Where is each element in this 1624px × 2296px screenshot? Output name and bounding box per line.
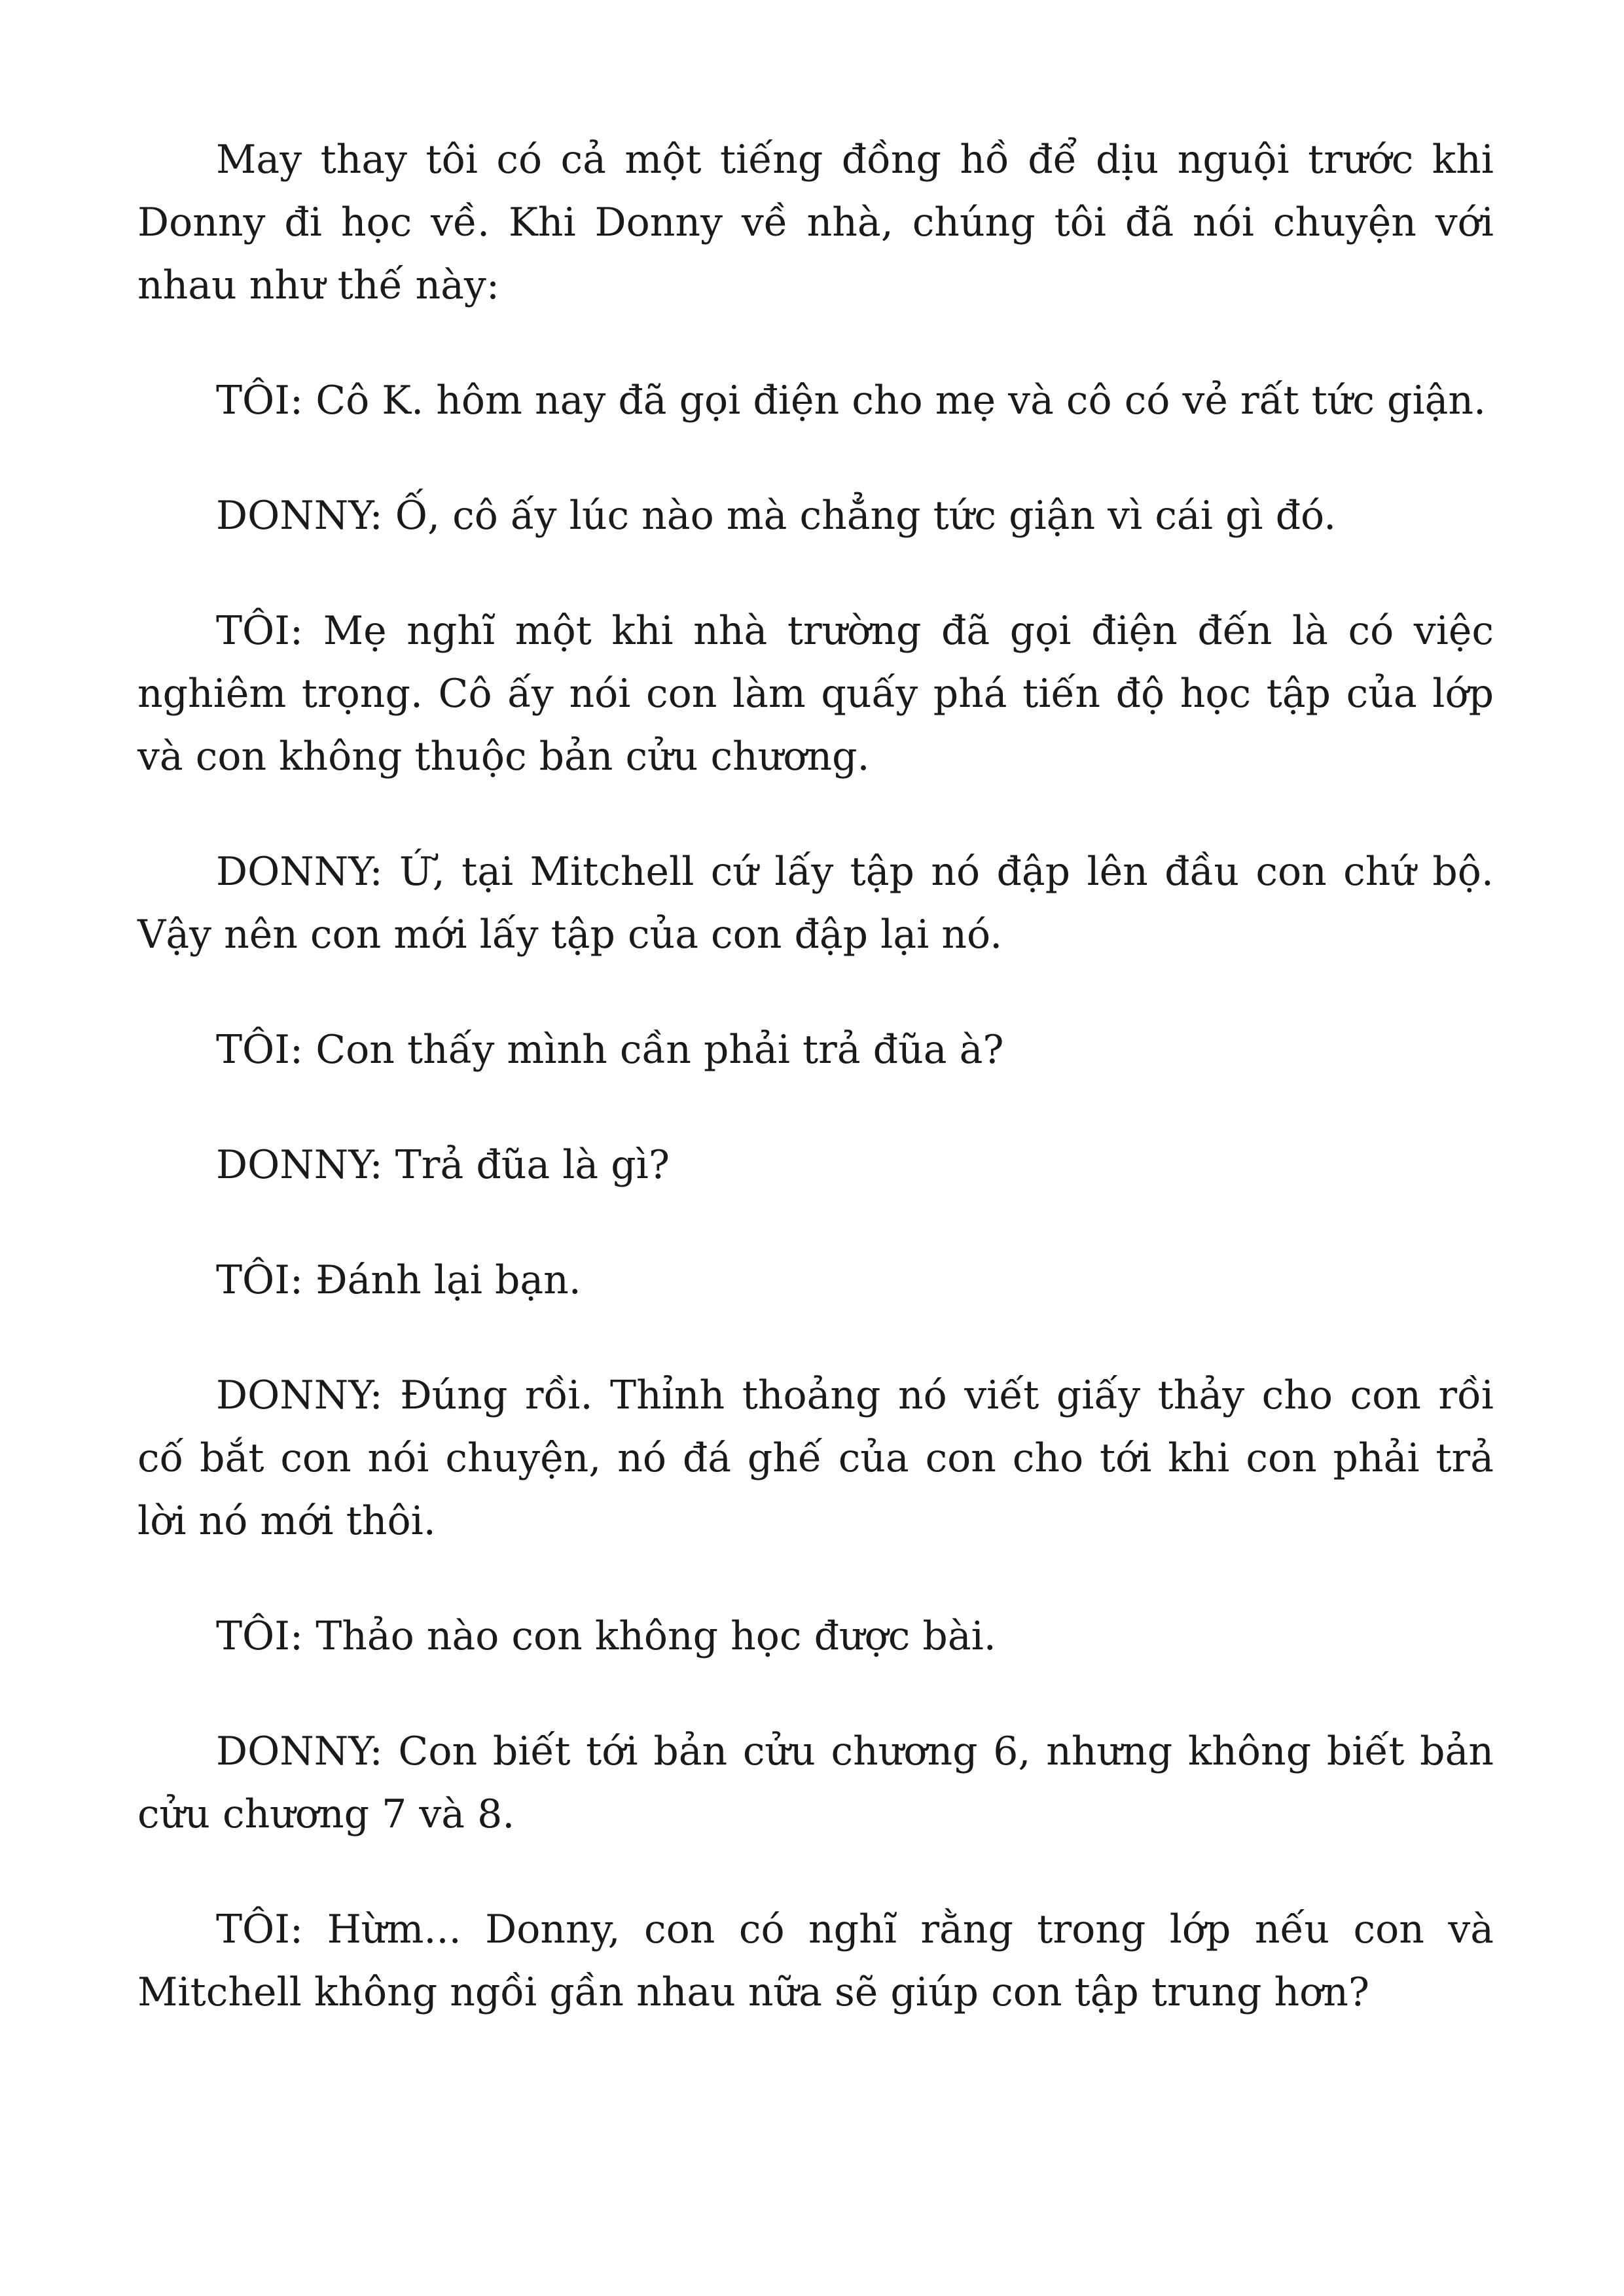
dialogue-line-toi: TÔI: Đánh lại bạn. bbox=[216, 1257, 581, 1303]
dialogue-line-donny: DONNY: Trả đũa là gì? bbox=[216, 1142, 670, 1188]
dialogue-line-donny: DONNY: Ứ, tại Mitchell cứ lấy tập nó đập lên đầu con chứ bộ. Vậy nên con mới lấy tập của con đập lại nó. bbox=[137, 849, 1494, 958]
dialogue-line-donny: DONNY: Con biết tới bản cửu chương 6, nhưng không biết bản cửu chương 7 và 8. bbox=[137, 1729, 1494, 1837]
dialogue-line-donny: DONNY: Đúng rồi. Thỉnh thoảng nó viết giấy thảy cho con rồi cố bắt con nói chuyện, nó đá ghế của con cho tới khi con phải trả lời nó mới thôi. bbox=[137, 1372, 1494, 1544]
dialogue-line-toi: TÔI: Thảo nào con không học được bài. bbox=[216, 1613, 996, 1659]
dialogue-line-donny: DONNY: Ố, cô ấy lúc nào mà chẳng tức giận vì cái gì đó. bbox=[216, 493, 1337, 539]
narration-paragraph: May thay tôi có cả một tiếng đồng hồ để dịu nguội trước khi Donny đi học về. Khi Donny về nhà, chúng tôi đã nói chuyện với nhau như thế này: bbox=[137, 137, 1494, 308]
dialogue-line-toi: TÔI: Cô K. hôm nay đã gọi điện cho mẹ và cô có vẻ rất tức giận. bbox=[216, 378, 1487, 423]
dialogue-line-toi: TÔI: Mẹ nghĩ một khi nhà trường đã gọi điện đến là có việc nghiêm trọng. Cô ấy nói con làm quấy phá tiến độ học tập của lớp và con không thuộc bản cửu chương. bbox=[137, 608, 1494, 780]
dialogue-line-toi: TÔI: Hừm... Donny, con có nghĩ rằng trong lớp nếu con và Mitchell không ngồi gần nhau nữa sẽ giúp con tập trung hơn? bbox=[137, 1907, 1494, 2015]
dialogue-line-toi: TÔI: Con thấy mình cần phải trả đũa à? bbox=[216, 1027, 1004, 1073]
document-page bbox=[137, 128, 1494, 2076]
